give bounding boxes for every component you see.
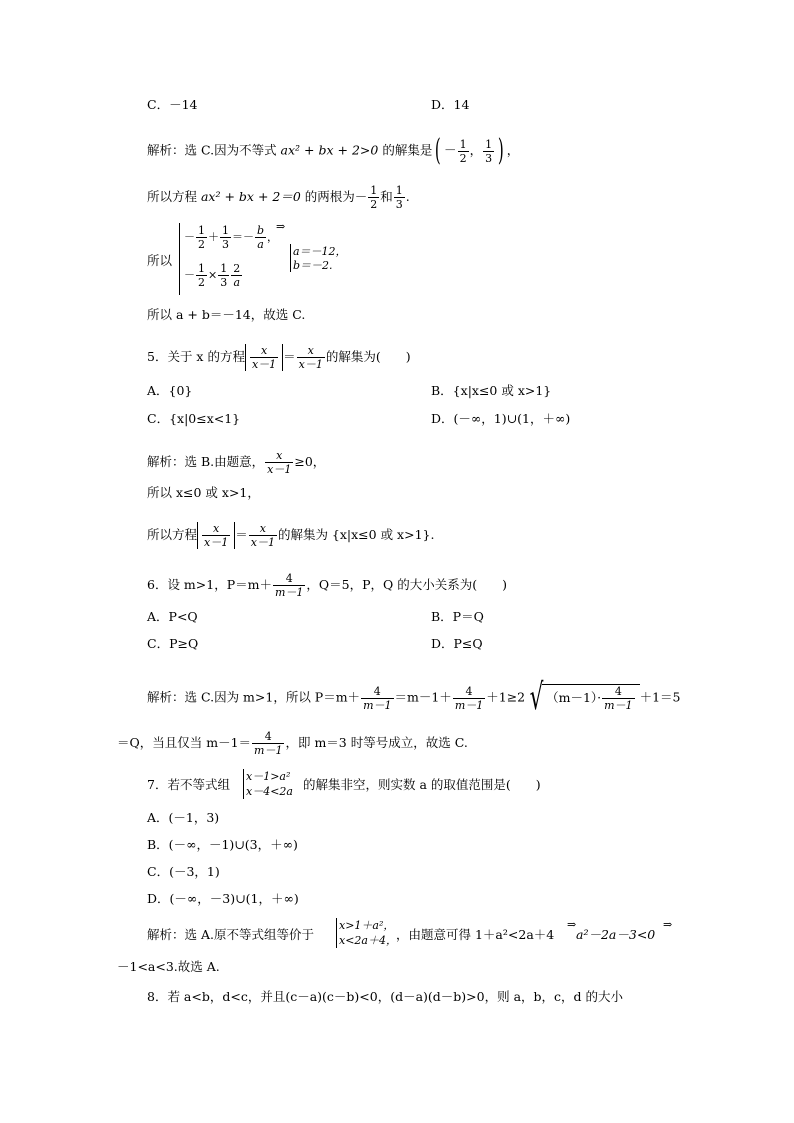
q5-option-a: A．{0} [147,383,193,398]
q7-equiv-row-1: x>1＋a²， [339,919,395,932]
q7-option-b: B．(－∞，－1)∪(3，＋∞) [147,837,298,852]
q4-analysis-line2: 所以方程 ax² + bx + 2＝0 的两根为－ $\frac{1}{2}$ 和 $\frac{1}{3}$ . [147,184,410,211]
q7-system-row-1: x－1>a² [246,770,291,783]
q6-stem: 6．设 m>1，P＝m＋ $\frac{4}{m-1}$ ，Q＝5，P，Q 的大小关系为( ) [147,572,508,599]
system-row-1: － $\frac{1}{2}$ ＋ $\frac{1}{3}$ ＝－ $\frac{b}{a}$ ， [184,224,279,251]
fraction: $\frac{1}{3}$ [485,137,493,165]
fraction: $\frac{1}{2}$ [459,137,467,165]
implies-icon: ⇒ [663,918,673,931]
fraction: $\frac{1}{3}$ [395,184,403,211]
q5-analysis-line1: 解析：选 B.由题意， $\frac{x}{x-1}$ ≥0， [147,449,326,476]
implies-icon: ⇒ [276,220,286,233]
q7-option-c: C．(－3，1) [147,864,220,879]
q4-option-c: C．－14 [147,97,198,112]
q4-option-d: D．14 [431,97,470,112]
q5-analysis-line3: 所以方程 $\frac{x}{x-1}$ ＝ $\frac{x}{x-1}$ 的解集为 {x|x≤0 或 x>1}. [147,522,435,549]
left-brace [243,769,244,799]
q6-option-c: C．P≥Q [147,636,199,651]
solution-row-1: a＝－12， [293,245,347,258]
q6-analysis-line2: ＝Q，当且仅当 m－1＝ $\frac{4}{m-1}$ ，即 m＝3 时等号成立，故选 C. [117,730,468,757]
q5-option-d: D．(－∞，1)∪(1，＋∞) [431,411,571,426]
left-brace [336,918,337,948]
sqrt-icon: √ [529,677,544,718]
q4-analysis-line1: 解析：选 C.因为不等式 ax² + bx + 2>0 的解集是( － $\frac{1}{2}$ ， $\frac{1}{3}$ ) ， [147,133,520,168]
square-root: （m－1）· $\frac{4}{m-1}$ [542,684,639,712]
q7-analysis-pre: 解析：选 A.原不等式组等价于 [147,927,314,942]
fraction: $\frac{1}{2}$ [370,184,378,211]
q8-stem: 8．若 a<b，d<c，并且(c－a)(c－b)<0，(d－a)(d－b)>0，则 a，b，c，d 的大小 [147,989,624,1004]
q7-option-d: D．(－∞，－3)∪(1，＋∞) [147,891,299,906]
interval-left-paren: ( [435,133,442,168]
q7-equiv-row-2: x<2a＋4， [339,934,397,947]
q5-option-c: C．{x|0≤x<1} [147,411,241,426]
q7-analysis-ineq: a²－2a－3<0 [576,927,656,942]
left-brace [290,244,291,272]
q7-stem-pre: 7．若不等式组 [147,777,230,792]
q6-option-a: A．P<Q [147,609,198,624]
system-row-2: － $\frac{1}{2}$ × $\frac{1}{3}$ $\frac{2}{a}$ [184,262,241,289]
q5-option-b: B．{x|x≤0 或 x>1} [431,383,552,398]
q7-option-a: A．(－1，3) [147,810,220,825]
q4-analysis-line4: 所以 a + b＝－14，故选 C. [147,307,306,322]
q7-analysis-line2: －1<a<3.故选 A. [117,959,220,974]
q7-stem-post: 的解集非空，则实数 a 的取值范围是( ) [303,777,541,792]
solution-row-2: b＝－2. [293,259,333,272]
q7-system-row-2: x－4<2a [246,785,293,798]
left-brace [179,223,180,295]
interval-right-paren: ) [498,133,504,168]
q6-option-d: D．P≤Q [431,636,483,651]
q4-analysis-label: 所以 [147,253,173,268]
q6-analysis-line1: 解析：选 C.因为 m>1，所以 P＝m＋ $\frac{4}{m-1}$ ＝m－1＋ $\frac{4}{m-1}$ ＋1≥2 √ （m－1）· $\frac{4}{m-1}$ ＋1＝5 [147,677,681,718]
q5-analysis-line2: 所以 x≤0 或 x>1， [147,485,260,500]
q5-stem: 5．关于 x 的方程 $\frac{x}{x-1}$ ＝ $\frac{x}{x-1}$ 的解集为( ) [147,344,411,371]
absolute-value: $\frac{x}{x-1}$ [197,522,235,549]
q7-analysis-mid: ，由题意可得 1＋a²<2a＋4 [396,927,555,942]
q6-option-b: B．P＝Q [431,609,484,624]
absolute-value: $\frac{x}{x-1}$ [245,344,283,371]
implies-icon: ⇒ [567,918,577,931]
